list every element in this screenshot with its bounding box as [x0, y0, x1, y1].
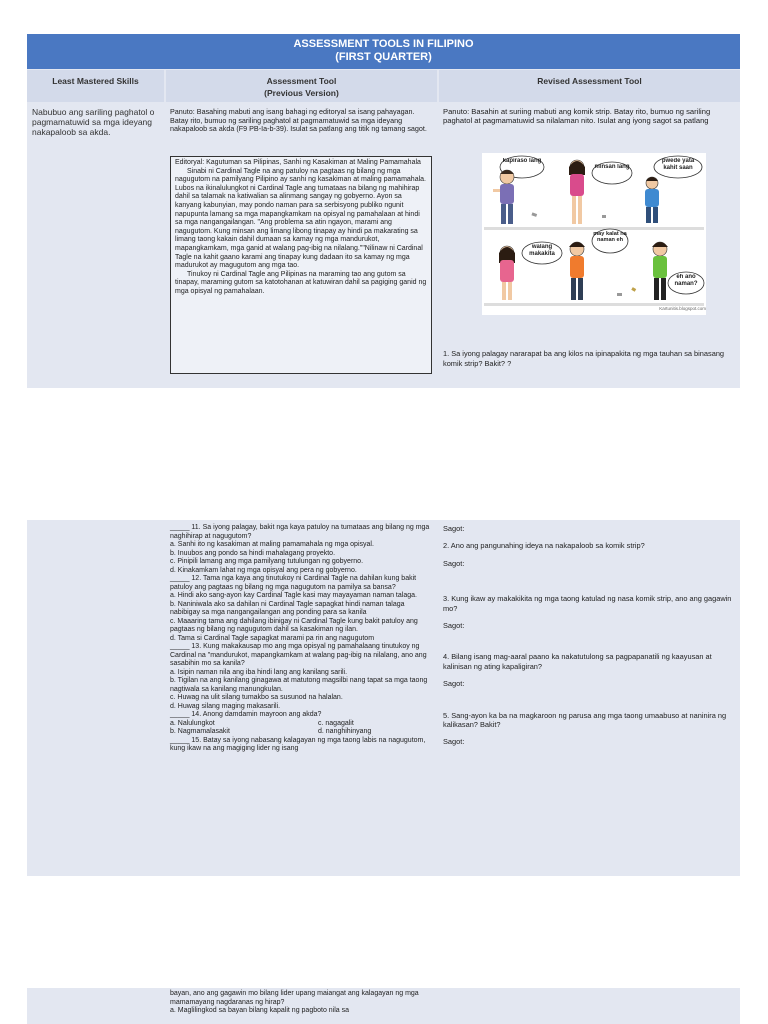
q13-d: d. Huwag silang maging makasarili.	[170, 702, 281, 710]
q11-b: b. Inuubos ang pondo sa hindi mahalagang proyekto.	[170, 549, 336, 557]
q11-c: c. Pinipili lamang ang mga pamilyang tutulungan ng gobyerno.	[170, 558, 364, 565]
q13-b: b. Tigilan na ang kanilang ginagawa at matutong magsilbi nang tapat sa mga taong nagtiwala sa kanilang manungkulan.	[170, 677, 428, 693]
q14-c: c. nagagalit	[318, 719, 354, 727]
header-revised-tool: Revised Assessment Tool	[439, 70, 740, 102]
revised-question-4: 4. Bilang isang mag-aaral paano ka nakatutulong sa pagpapanatili ng kaayusan at kalinisan ng ating kapaligiran?	[443, 652, 712, 671]
revised-panuto: Panuto: Basahin at suriing mabuti ang komik strip. Batay rito, bumuo ng sariling paghatol at pagmamatuwid sa nilalaman nito. Isulat ang iyong sagot sa patlang	[443, 107, 711, 126]
header-least-mastered-skills: Least Mastered Skills	[27, 70, 164, 102]
sagot-4: Sagot:	[443, 679, 465, 689]
q11: _____ 11. Sa iyong palagay, bakit nga kaya patuloy na tumataas ang bilang ng mga naghihirap at nagugutom?	[170, 524, 430, 540]
table-subtitle: (FIRST QUARTER)	[335, 51, 432, 63]
previous-questions-11-15	[170, 524, 434, 754]
table-title: ASSESSMENT TOOLS IN FILIPINO	[293, 38, 474, 50]
header-previous-tool: Assessment Tool (Previous Version)	[166, 70, 437, 102]
bubble-5-text: may kalat na naman eh	[593, 231, 627, 243]
editorial-paragraph-2: Tinukoy ni Cardinal Tagle ang Pilipinas na maraming tao ang gutom sa tinapay, maraming gutom sa katotohanan at katuwiran dahil sa pagiging ganid ng mga opisyal ng pamahalaan.	[175, 270, 427, 295]
q14-options-row-1	[170, 720, 434, 729]
speech-bubble-4	[522, 242, 562, 264]
speech-bubble-5	[592, 229, 628, 253]
editorial-title: Editoryal: Kagutuman sa Pilipinas, Sanhi ng Kasakiman at Maling Pamamahala	[175, 159, 421, 166]
table-title-banner	[27, 34, 740, 69]
q15-continuation	[170, 990, 434, 1016]
sagot-2: Sagot:	[443, 558, 465, 568]
revised-question-2: 2. Ano ang pangunahing ideya na nakapaloob sa komik strip?	[443, 541, 645, 551]
q13: _____ 13. Kung makakausap mo ang mga opisyal ng pamahalaang tinutukoy ng Cardinal na "mandurukot, mapangkamkam at walang pag-ibig na nilalang, ano ang sasabihin mo sa kanila?	[170, 643, 427, 667]
q14-b: b. Nagmamalasakit	[170, 728, 230, 735]
bubble-4-text: walang makakita	[529, 244, 555, 257]
q14-d: d. nanghihinyang	[318, 728, 372, 735]
q12: _____ 12. Tama nga kaya ang tinutukoy ni Cardinal Tagle na dahilan kung bakit patuloy ang pagtaas ng bilang ng mga nagugutom na pamilya sa bansa?	[170, 575, 417, 591]
revised-questions-2-5	[443, 524, 735, 747]
revised-question-5: 5. Sang-ayon ka ba na magkaroon ng parusa ang mga taong umaabuso at naninira ng kalikasan? Bakit?	[443, 710, 727, 730]
speech-bubble-3	[654, 156, 702, 178]
speech-bubble-6	[668, 272, 704, 294]
q12-d: d. Tama si Cardinal Tagle sapagkat marami pa rin ang nagugutom	[170, 634, 375, 642]
revised-question-1: 1. Sa iyong palagay nararapat ba ang kilos na ipinapakita ng mga tauhan sa binasang komik strip? Bakit? ?	[443, 349, 725, 368]
editorial-box	[170, 156, 432, 374]
q14-a: a. Nalulungkot	[170, 719, 215, 727]
q14: _____ 14. Anong damdamin mayroon ang akda?	[170, 711, 322, 718]
editorial-paragraph-1: Sinabi ni Cardinal Tagle na ang patuloy na pagtaas ng bilang ng mga nagugutom na pamilyang Pilipino ay sanhi ng kasakiman at maling pamamahala. Lubos na ikinalulungkot ni Cardinal Tagle ang tumataas na bilang ng mahihirap dahil sa talamak na katiwalian sa alinmang sangay ng gobyerno. Ayon sa kanyang kabunyian, may pondo naman para sa serbisyong publiko ngunit napupunta lamang sa mga mapangkamkam na opisyal ng pamahalaan at hindi sa mga nangangailangan. "Ang problema sa atin ngayon, marami ang nagugutom. Kung minsan ang limang libong tinapay ay hindi pa makarating sa limang taong kakain dahil dumaan sa kamay ng mga mandurukot, mapangkamkam, mga ganid at walang pag-ibig na nilalang.""Nilinaw ni Cardinal Tagle na kahit gaano karami ang tinapay kung dadaan ito sa kamay ng mga madurukot ay magugutom ang mga tao.	[175, 167, 426, 270]
q11-a: a. Sanhi ito ng kasakiman at maling pamamahala ng mga opisyal.	[170, 541, 374, 548]
q14-options-row-2	[170, 728, 434, 737]
q13-a: a. Isipin naman nila ang iba hindi lang ang kanilang sarili.	[170, 668, 348, 676]
q12-b: b. Naniniwala ako sa dahilan ni Cardinal Tagle sapagkat hindi naman talaga nabibigay sa mga nangangailangan ang ponding para sa kanila	[170, 600, 405, 616]
q12-a: a. Hindi ako sang-ayon kay Cardinal Tagle kasi may mayayaman naman talaga.	[170, 592, 417, 599]
sagot-1: Sagot:	[443, 524, 465, 533]
bubble-1-text: kapiraso lang	[502, 158, 542, 164]
comic-strip-image	[482, 153, 706, 315]
sagot-5: Sagot:	[443, 737, 465, 747]
revised-question-3: 3. Kung ikaw ay makakikita ng mga taong katulad ng nasa komik strip, ano ang gagawin mo?	[443, 594, 732, 613]
q12-c: c. Maaaring tama ang dahilang ibinigay ni Cardinal Tagle kung bakit patuloy ang pagtaas ng bilang ng nagugutom dahil sa kasakiman ng ilan.	[170, 617, 418, 633]
sagot-3: Sagot:	[443, 621, 465, 631]
q15: _____ 15. Batay sa iyong nabasang kalagayan ng mga taong labis na nagugutom, kung ikaw na ang magiging lider ng isang	[170, 736, 426, 752]
previous-panuto: Panuto: Basahing mabuti ang isang bahagi ng editoryal sa isang pahayagan. Batay rito, bumuo ng sariling paghatol at pagmamatuwid sa mga ideyang nakapaloob sa akda (F9 PB-Ia-b-39). Isulat sa patlang ang titik ng tamang sagot.	[170, 107, 427, 134]
least-mastered-skill: Nabubuo ang sariling paghatol o pagmamatuwid sa mga ideyang nakapaloob sa akda.	[32, 107, 155, 137]
bubble-2-text: minsan lang	[594, 164, 630, 170]
comic-credit: Kartunitis.blogspot.com	[659, 306, 706, 311]
q13-c: c. Huwag na ulit silang tumakbo sa susunod na halalan.	[170, 694, 343, 701]
q15-option-a: a. Maglilingkod sa bayan bilang kapalit ng pagboto nila sa	[170, 1007, 350, 1014]
bubble-6-text: eh ano naman?	[674, 274, 698, 287]
q15-continued-text: bayan, ano ang gagawin mo bilang lider upang maiangat ang kalagayan ng mga mamamayang nagdaranas ng hirap?	[170, 990, 419, 1006]
q11-d: d. Kinakamkam lahat ng mga opisyal ang pera ng gobyerno.	[170, 566, 357, 574]
bubble-3-text: pwede yata kahit saan	[661, 158, 695, 171]
speech-bubble-2	[592, 162, 632, 184]
